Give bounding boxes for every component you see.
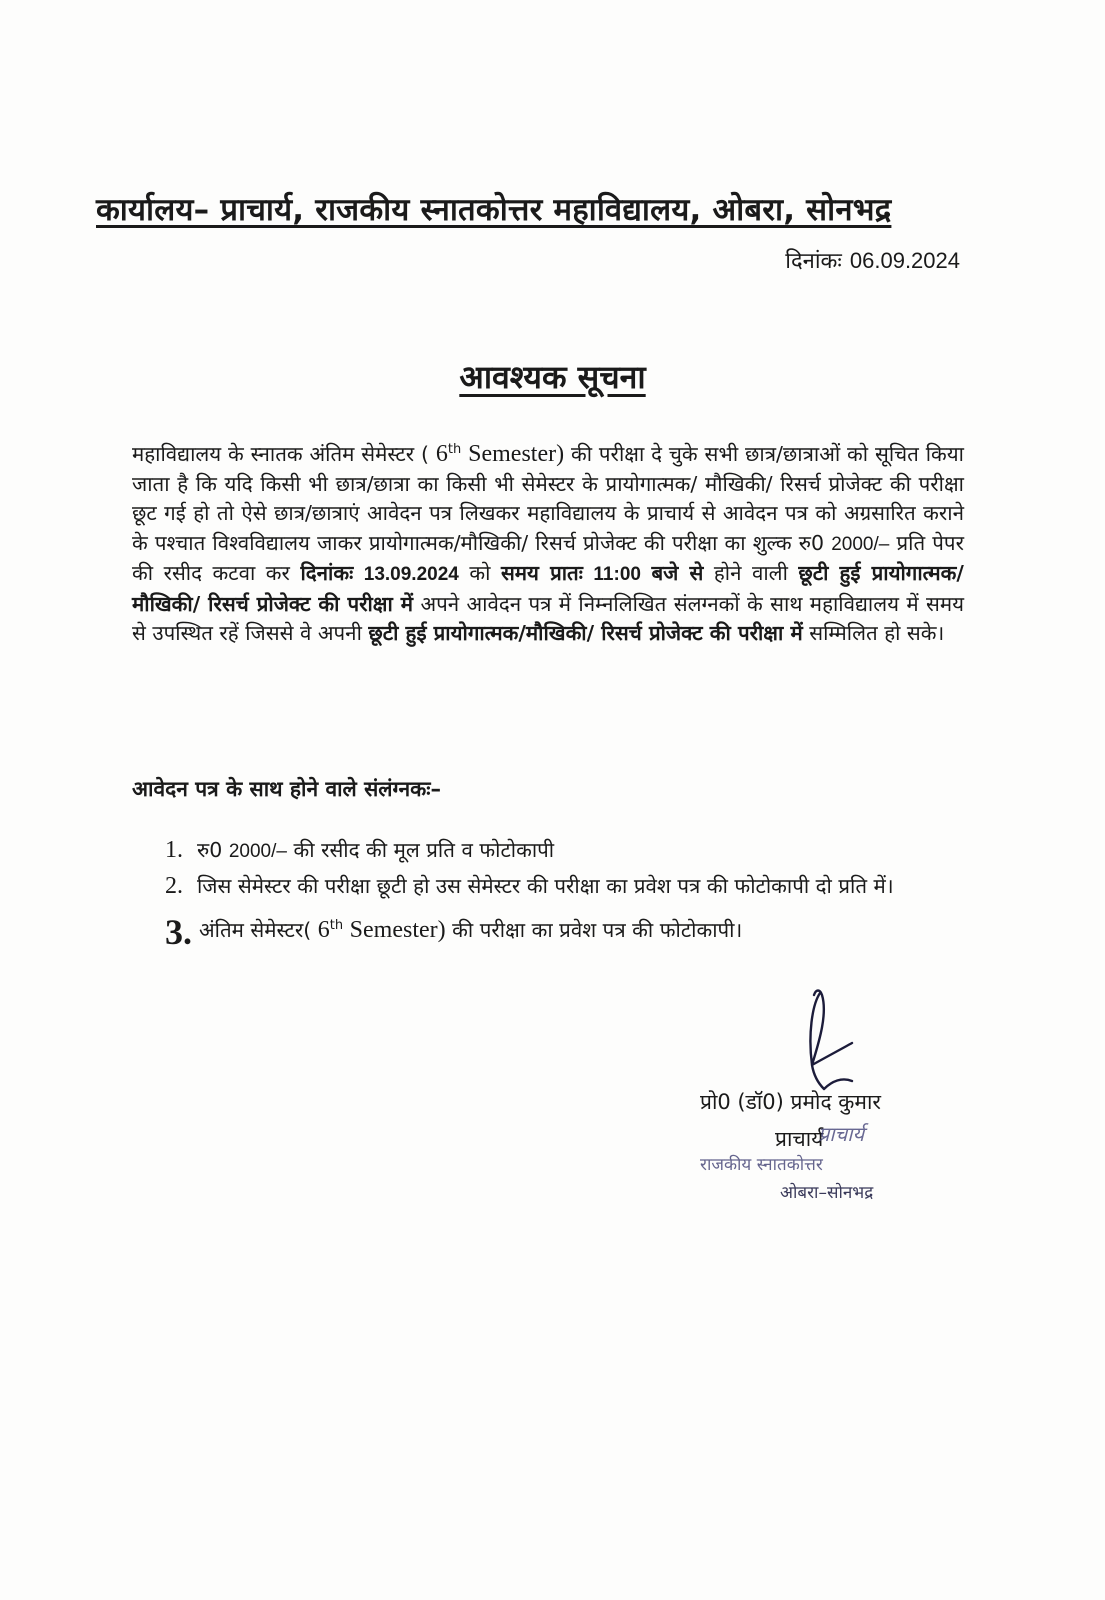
exam-date-label: दिनांकः bbox=[300, 561, 354, 585]
body-part-2: की परीक्षा दे चुके सभी छात्र/छात्राओं को सूचित किया जाता है कि यदि किसी भी छात्र/छात्रा का किसी भी सेमेस्टर के प्रायोगात्मक/ मौखिकी/ रिसर्च प्रोजेक्ट की परीक्षा छूट गई हो तो ऐसे छात्र/छात्राएं आवेदन पत्र लिखकर महाविद्यालय के प्राचार्य से आवेदन पत्र को अग्रसारित कराने के पश्चात विश्वविद्यालय जाकर प्रायोगात्मक/मौखिकी/ रिसर्च प्रोजेक्ट की परीक्षा का शुल्क रु0 bbox=[132, 442, 964, 555]
list-item bbox=[165, 912, 965, 952]
bold-phrase-1: छूटी हुई प्रायोगात्मक/मौखिकी/ रिसर्च प्रोजेक्ट की परीक्षा में bbox=[132, 561, 964, 616]
attachments-list bbox=[165, 835, 965, 951]
item3-number: 6 bbox=[317, 917, 330, 943]
issue-date bbox=[785, 245, 960, 275]
item3-text: की परीक्षा का प्रवेश पत्र की फोटोकापी। bbox=[452, 918, 743, 942]
list-marker: 1. bbox=[165, 837, 183, 863]
item1-prefix: रु0 bbox=[197, 838, 223, 862]
notice-heading: आवश्यक सूचना bbox=[459, 358, 646, 396]
office-header-title: कार्यालय– प्राचार्य, राजकीय स्नातकोत्तर महाविद्यालय, ओबरा, सोनभद्र bbox=[96, 192, 892, 228]
issue-date-value: 06.09.2024 bbox=[849, 248, 960, 273]
exam-date: 13.09.2024 bbox=[363, 564, 459, 585]
issue-date-label: दिनांकः bbox=[785, 249, 842, 274]
semester-word: Semester) bbox=[468, 441, 565, 467]
fee-amount: 2000/– bbox=[831, 533, 890, 555]
signatory-name: प्रो0 (डॉ0) प्रमोद कुमार bbox=[700, 1090, 882, 1114]
body-part-1: महाविद्यालय के स्नातक अंतिम सेमेस्टर ( bbox=[132, 442, 429, 466]
body-part-8: सम्मिलित हो सके। bbox=[809, 621, 945, 645]
item3-word: Semester) bbox=[349, 917, 446, 943]
bold-phrase-2: छूटी हुई प्रायोगात्मक/मौखिकी/ रिसर्च प्रोजेक्ट की परीक्षा में bbox=[368, 621, 803, 645]
body-part-6: होने वाली bbox=[713, 561, 788, 585]
body-part-3: प्रति पेपर की रसीद कटवा कर bbox=[132, 530, 964, 585]
exam-time: 11:00 bbox=[593, 564, 641, 585]
item1-text: की रसीद की मूल प्रति व फोटोकापी bbox=[293, 838, 555, 862]
item3-prefix: अंतिम सेमेस्टर( bbox=[199, 918, 312, 942]
list-marker: 2. bbox=[165, 873, 183, 899]
item3-suffix: th bbox=[329, 918, 344, 934]
signatory-designation: प्राचार्य bbox=[775, 1127, 824, 1151]
body-part-7: अपने आवेदन पत्र में निम्नलिखित संलग्नकों के साथ महाविद्यालय में समय से उपस्थित रहें जिससे वे अपनी bbox=[132, 591, 964, 645]
list-item bbox=[165, 871, 965, 901]
list-marker: 3. bbox=[165, 912, 192, 952]
item2-text: जिस सेमेस्टर की परीक्षा छूटी हो उस सेमेस्टर की परीक्षा का प्रवेश पत्र की फोटोकापी दो प्रति में। bbox=[197, 874, 894, 898]
item1-fee: 2000/– bbox=[228, 841, 287, 862]
time-suffix: बजे से bbox=[651, 561, 704, 585]
notice-body bbox=[132, 440, 964, 649]
handwritten-signature bbox=[790, 985, 870, 1095]
semester-suffix: th bbox=[447, 442, 462, 458]
body-part-4: को bbox=[469, 561, 491, 585]
attachments-heading: आवेदन पत्र के साथ होने वाले संलंग्नकः– bbox=[132, 777, 441, 801]
time-label: समय प्रातः bbox=[500, 561, 583, 585]
stamp-designation: प्राचार्य bbox=[818, 1122, 865, 1146]
list-item bbox=[165, 835, 965, 867]
semester-number: 6 bbox=[435, 441, 448, 467]
stamp-college-line: राजकीय स्नातकोत्तर bbox=[700, 1155, 823, 1175]
stamp-location-line: ओबरा–सोनभद्र bbox=[780, 1183, 874, 1203]
